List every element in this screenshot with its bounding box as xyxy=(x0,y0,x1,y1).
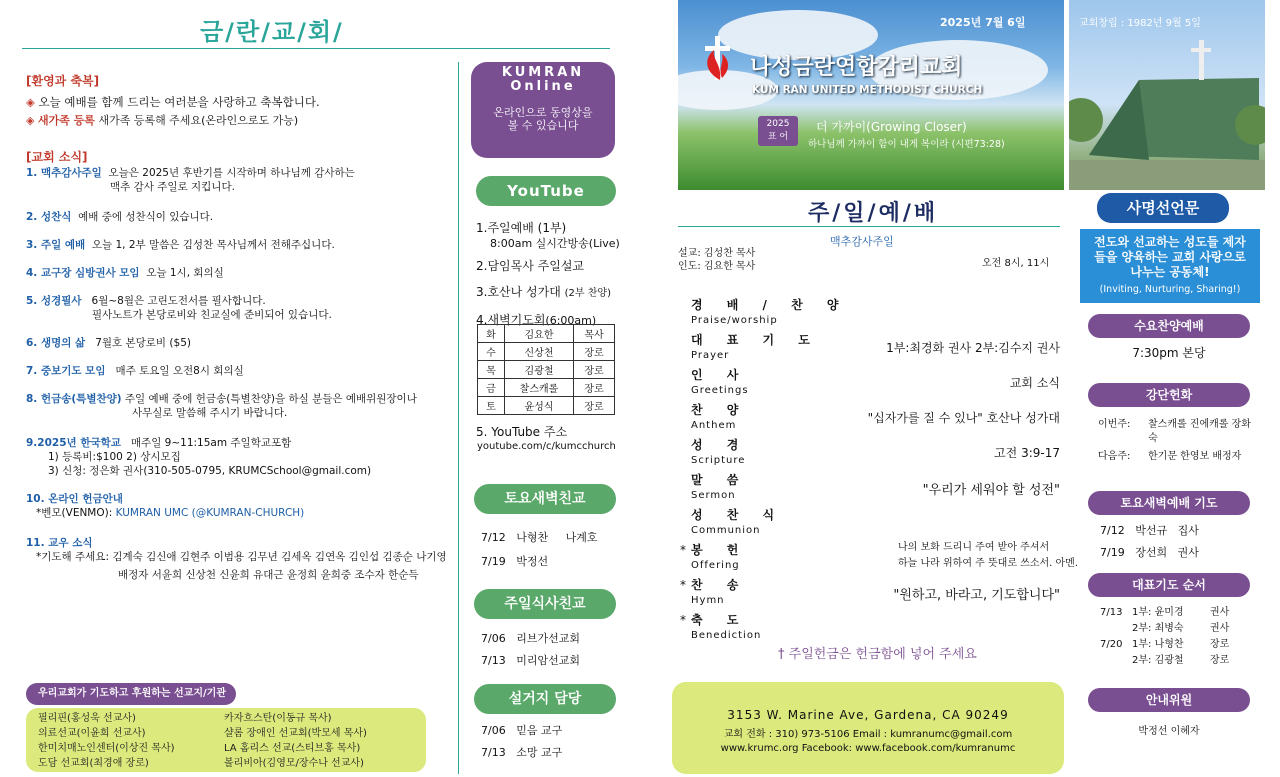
worship-rule xyxy=(678,226,1060,227)
worship-item-en: Prayer xyxy=(691,350,730,361)
welcome-line-1: ◈ 오늘 예배를 함께 드리는 여러분을 사랑하고 축복합니다. xyxy=(26,95,320,109)
saturday-fellowship-label: 토요새벽친교 xyxy=(474,484,616,514)
wednesday-worship-time: 7:30pm 본당 xyxy=(1132,346,1206,360)
yt-item-1-detail: 8:00am 실시간방송(Live) xyxy=(490,237,620,250)
mission-item: 한미치매노인센터(이상진 목사) xyxy=(38,743,175,754)
dawn-cell: 찰스캐롤 xyxy=(505,379,574,397)
welcome-header: [환영과 축복] xyxy=(26,74,100,88)
dish-row: 7/13 소망 교구 xyxy=(481,746,563,759)
offering-prayer: 나의 보화 드리니 주여 받아 주셔서 하늘 나라 위하여 주 뜻대로 쓰소서. 아멘. xyxy=(898,542,1078,569)
cross-flame-logo xyxy=(700,34,734,82)
mission-item: 카자흐스탄(이동규 목사) xyxy=(224,713,332,724)
mission-list xyxy=(26,708,426,772)
worship-item-en: Praise/worship xyxy=(691,315,778,326)
mission-statement-box: 전도와 선교하는 성도들 제자들을 양육하는 교회 사랑으로 나누는 공동체! (Inviting, Nurturing, Sharing!) xyxy=(1080,229,1260,303)
worship-item-kr: 인 사 xyxy=(691,368,749,382)
motto-verse: 하나님께 가까이 함이 내게 복이라 (시편73:28) xyxy=(808,139,1005,150)
offering-notice: † 주일헌금은 헌금함에 넣어 주세요 xyxy=(778,647,977,662)
worship-item-kr: 봉 헌 xyxy=(691,543,749,557)
worship-time: 오전 8시, 11시 xyxy=(982,258,1050,269)
dishwashing-list xyxy=(481,720,562,764)
news-item-9: 9.2025년 한국학교 매주일 9~11:15am 주일학교포함 xyxy=(26,437,292,449)
meal-fellowship-label: 주일식사친교 xyxy=(474,589,616,619)
meal-row: 7/06 리브가선교회 xyxy=(481,632,580,645)
dawn-cell: 화 xyxy=(478,325,505,343)
dawn-row xyxy=(478,379,615,397)
dawn-cell: 수 xyxy=(478,343,505,361)
worship-item-detail: 교회 소식 xyxy=(1009,376,1060,390)
news-item-11: 11. 교우 소식 xyxy=(26,537,93,549)
dawn-cell: 김요한 xyxy=(505,325,574,343)
standing-mark: * xyxy=(680,543,686,557)
news-item-11-list: *기도해 주세요: 김계숙 김신애 김현주 이범용 김무년 김세옥 김연옥 김인섭 김종순 나기영 xyxy=(36,551,447,563)
mission-title: 우리교회가 기도하고 후원하는 선교지/기관 xyxy=(26,683,236,705)
worship-subtitle: 맥추감사주일 xyxy=(830,235,894,248)
news-item-1-cont: 맥추 감사 주일로 지킵니다. xyxy=(110,181,235,193)
dawn-prayer-table xyxy=(477,324,615,415)
youtube-url[interactable]: youtube.com/c/kumcchurch xyxy=(477,441,616,452)
news-item-7: 7. 중보기도 모임 매주 토요일 오전8시 회의실 xyxy=(26,365,244,377)
sat-row: 7/19 박정선 xyxy=(481,555,549,568)
church-contact: 교회 전화 : 310) 973-5106 Email : kumranumc@gmail.com xyxy=(723,729,1013,740)
news-item-10-venmo: *벤모(VENMO): KUMRAN UMC (@KUMRAN-CHURCH) xyxy=(36,507,305,519)
dawn-cell: 목 xyxy=(478,361,505,379)
kumran-online-title: KUMRAN Online xyxy=(501,65,585,94)
dawn-cell: 신상천 xyxy=(505,343,574,361)
dawn-cell: 장로 xyxy=(573,397,614,415)
sat-prayer-row: 7/19 장선희 권사 xyxy=(1100,546,1199,559)
yt-item-2: 2.담임목사 주일설교 xyxy=(476,259,585,273)
dawn-cell: 장로 xyxy=(573,343,614,361)
saturday-prayer-label: 토요새벽예배 기도 xyxy=(1088,491,1250,515)
worship-item-detail: "십자가를 질 수 있나" 호산나 성가대 xyxy=(867,411,1060,425)
column-divider xyxy=(458,62,459,774)
dawn-row xyxy=(478,397,615,415)
worship-item-en: Anthem xyxy=(691,420,737,431)
worship-item-detail: "원하고, 바라고, 기도합니다" xyxy=(893,588,1060,603)
meal-row: 7/13 미리암선교회 xyxy=(481,654,580,667)
worship-item-detail: 1부:최경화 권사 2부:김수지 권사 xyxy=(886,341,1060,355)
worship-item-en: Sermon xyxy=(691,490,736,501)
church-name-kr: 나성금란연합감리교회 xyxy=(750,55,963,80)
news-item-8-cont: 사무실로 말씀해 주시기 바랍니다. xyxy=(132,407,288,419)
yt-item-3: 3.호산나 성가대 (2부 찬양) xyxy=(476,285,611,299)
news-item-4: 4. 교구장 심방권사 모임 오늘 1시, 회의실 xyxy=(26,267,224,279)
church-web[interactable]: www.krumc.org Facebook: www.facebook.com/kumranumc xyxy=(720,743,1016,754)
altar-flowers-label: 강단헌화 xyxy=(1088,383,1250,407)
saturday-fellowship-list xyxy=(481,526,597,574)
altar-flowers-list: 이번주: 찰스캐롤 진에캐롤 장화숙 다음주: 한기문 한영보 배정자 xyxy=(1098,419,1251,462)
news-item-8: 8. 헌금송(특별찬양) 주일 예배 중에 헌금송(특별찬양)을 하실 분들은 예배위원장이나 xyxy=(26,393,417,405)
worship-item-detail: "우리가 세워야 할 성전" xyxy=(922,483,1060,498)
worship-item-kr: 성 경 xyxy=(691,438,749,452)
usher-names: 박정선 이혜자 xyxy=(1138,726,1200,737)
title-rule xyxy=(22,48,610,49)
worship-item-kr: 경 배 / 찬 양 xyxy=(691,298,849,312)
dawn-cell: 장로 xyxy=(573,361,614,379)
meal-fellowship-list xyxy=(481,628,580,672)
wednesday-worship-label: 수요찬양예배 xyxy=(1088,314,1250,338)
mission-statement-label: 사명선언문 xyxy=(1097,193,1229,223)
worship-item-en: Greetings xyxy=(691,385,749,396)
mission-item: 의료선교(이윤희 선교사) xyxy=(38,728,146,739)
news-item-11-list-cont: 배정자 서윤희 신상천 신윤희 유대근 윤정희 윤희중 조수자 한순득 xyxy=(118,569,419,581)
worship-item-kr: 성 찬 식 xyxy=(691,508,785,522)
mission-item: 볼리비아(김영모/장수나 선교사) xyxy=(224,758,364,769)
motto-text: 더 가까이(Growing Closer) xyxy=(816,120,967,134)
dawn-cell: 김광철 xyxy=(505,361,574,379)
youtube-label: YouTube xyxy=(476,176,616,206)
worship-item-kr: 찬 양 xyxy=(691,403,749,417)
worship-item-kr: 말 씀 xyxy=(691,473,749,487)
founding-date: 교회창립 : 1982년 9월 5일 xyxy=(1079,18,1201,29)
worship-item-kr: 축 도 xyxy=(691,613,749,627)
youtube-list xyxy=(476,220,620,329)
dawn-row xyxy=(478,343,615,361)
worship-item-en: Offering xyxy=(691,560,740,571)
church-address: 3153 W. Marine Ave, Gardena, CA 90249 xyxy=(727,708,1009,722)
dawn-cell: 장로 xyxy=(573,379,614,397)
sat-row: 7/12 나형찬 나계호 xyxy=(481,531,598,544)
church-name-en: KUM RAN UNITED METHODIST CHURCH xyxy=(752,84,983,96)
kumran-online-text: 온라인으로 동영상을 볼 수 있습니다 xyxy=(493,106,593,132)
news-item-10: 10. 온라인 헌금안내 xyxy=(26,493,123,505)
dawn-row xyxy=(478,361,615,379)
news-item-5: 5. 성경필사 6월~8월은 고린도전서를 필사합니다. xyxy=(26,295,266,307)
news-item-5-cont: 필사노트가 본당로비와 친교실에 준비되어 있습니다. xyxy=(92,309,332,321)
welcome-line-2: ◈ 새가족 등록 새가족 등록해 주세요(온라인으로도 가능) xyxy=(26,114,299,127)
diamond-icon: ◈ xyxy=(26,114,35,127)
yt-item-1: 1.주일예배 (1부) xyxy=(476,221,567,235)
news-item-6: 6. 생명의 삶 7월호 본당로비 ($5) xyxy=(26,337,191,349)
news-item-9-apply: 3) 신청: 정은화 권사(310-505-0795, KRUMCSchool@gmail.com) xyxy=(48,465,372,477)
yt-item-5: 5. YouTube 주소 xyxy=(476,425,568,439)
saturday-prayer-list xyxy=(1100,520,1199,564)
mission-item: 샬롬 장애인 선교회(박모세 목사) xyxy=(224,728,367,739)
news-header: [교회 소식] xyxy=(26,150,88,164)
standing-mark: * xyxy=(680,613,686,627)
worship-item-en: Scripture xyxy=(691,455,746,466)
news-item-2: 2. 성찬식 예배 중에 성찬식이 있습니다. xyxy=(26,211,214,223)
dawn-cell: 윤성식 xyxy=(505,397,574,415)
mission-item: 필리핀(홍성욱 선교사) xyxy=(38,713,136,724)
church-contact-box xyxy=(672,682,1064,774)
worship-item-en: Benediction xyxy=(691,630,762,641)
sat-prayer-row: 7/12 박선규 집사 xyxy=(1100,524,1199,537)
diamond-icon: ◈ xyxy=(26,95,35,109)
motto-badge: 2025 표 어 xyxy=(758,116,798,146)
representative-prayer-list: 7/13 1부: 윤미경 권사 2부: 최병숙 권사 7/20 1부: 나형찬 장로 2부: 김광철 장로 xyxy=(1100,607,1230,666)
dawn-row xyxy=(478,325,615,343)
dawn-cell: 토 xyxy=(478,397,505,415)
standing-mark: * xyxy=(680,578,686,592)
worship-ministers: 설교: 김성찬 목사 인도: 김요한 목사 xyxy=(678,248,756,272)
news-item-1: 1. 맥추감사주일 오늘은 2025년 후반기를 시작하며 하나님께 감사하는 xyxy=(26,167,355,179)
usher-label: 안내위원 xyxy=(1088,688,1250,712)
worship-item-en: Hymn xyxy=(691,595,725,606)
bulletin-title: 금/란/교/회/ xyxy=(200,18,344,46)
dawn-cell: 금 xyxy=(478,379,505,397)
yt-item-4: 4.새벽기도회(6:00am) xyxy=(476,313,597,327)
worship-item-kr: 찬 송 xyxy=(691,578,749,592)
dishwashing-label: 설거지 담당 xyxy=(474,684,616,714)
mission-item: 도담 선교회(최경애 장로) xyxy=(38,758,149,769)
dawn-cell: 목사 xyxy=(573,325,614,343)
news-item-9-fee: 1) 등록비:$100 2) 상시모집 xyxy=(48,451,181,463)
worship-title: 주/일/예/배 xyxy=(808,201,939,226)
kumran-online-box xyxy=(471,62,615,158)
news-item-3: 3. 주일 예배 오늘 1, 2부 말씀은 김성찬 목사님께서 전해주십니다. xyxy=(26,239,335,251)
mission-item: LA 홈리스 선교(스티브홍 목사) xyxy=(224,743,361,754)
dish-row: 7/06 믿음 교구 xyxy=(481,724,563,737)
bulletin-date: 2025년 7월 6일 xyxy=(940,16,1026,29)
worship-item-kr: 대 표 기 도 xyxy=(691,333,820,347)
representative-prayer-label: 대표기도 순서 xyxy=(1088,573,1250,597)
worship-item-en: Communion xyxy=(691,525,761,536)
worship-item-detail: 고전 3:9-17 xyxy=(994,446,1060,460)
